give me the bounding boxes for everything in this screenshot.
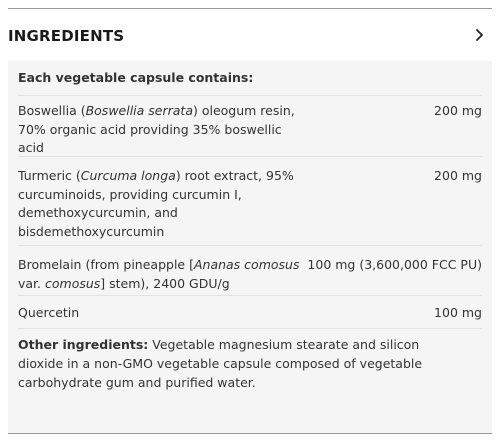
- ingredients-panel: [8, 61, 492, 433]
- ingredient-amount: 200 mg: [434, 103, 482, 118]
- ingredient-amount: 200 mg: [434, 168, 482, 183]
- scientific-name: Boswellia serrata: [85, 103, 193, 118]
- other-ingredients: [18, 329, 482, 392]
- scientific-name: comosus: [45, 275, 101, 291]
- ingredient-name: [18, 304, 308, 328]
- ingredient-text: ) root extract, 95% curcuminoids, providing curcumin I, demethoxycurcumin, and bisdemethoxycurcumin: [18, 168, 294, 239]
- scientific-name: Curcuma longa: [80, 168, 176, 183]
- ingredient-row-boswellia: [18, 96, 482, 157]
- other-ingredients-label: Other ingredients:: [18, 337, 149, 352]
- ingredient-row-quercetin: [18, 296, 482, 329]
- ingredient-name: [18, 167, 308, 245]
- other-ingredients-text: Vegetable magnesium stearate and silicon dioxide in a non-GMO vegetable capsule composed of vegetable carbohydrate gum and purified water.: [18, 337, 423, 390]
- section-title: INGREDIENTS: [8, 27, 125, 45]
- ingredient-text: Boswellia (: [18, 103, 86, 118]
- chevron-right-icon[interactable]: [472, 27, 488, 43]
- ingredient-row-bromelain: [18, 246, 482, 296]
- ingredient-amount: 100 mg: [434, 305, 482, 320]
- ingredient-text: Bromelain (from pineapple [: [18, 257, 194, 272]
- ingredient-text: ) oleogum resin, 70% organic acid providing 35% boswellic acid: [18, 103, 295, 155]
- ingredient-text: var.: [18, 275, 45, 291]
- ingredient-row-turmeric: [18, 157, 482, 246]
- ingredients-accordion-toggle[interactable]: [8, 9, 492, 61]
- ingredient-text: Quercetin: [18, 305, 80, 320]
- ingredient-amount: 100 mg (3,600,000 FCC PU): [307, 257, 482, 272]
- scientific-name: Ananas comosus: [193, 257, 300, 272]
- ingredient-name: [18, 102, 308, 156]
- chevron-right-icon-svg: [475, 29, 485, 41]
- ingredient-name: [18, 256, 307, 295]
- capsule-contents-heading: Each vegetable capsule contains:: [18, 61, 482, 96]
- ingredient-text: ] stem), 2400 GDU/g: [100, 275, 230, 291]
- bottom-divider: [8, 433, 492, 434]
- ingredient-text: Turmeric (: [18, 168, 81, 183]
